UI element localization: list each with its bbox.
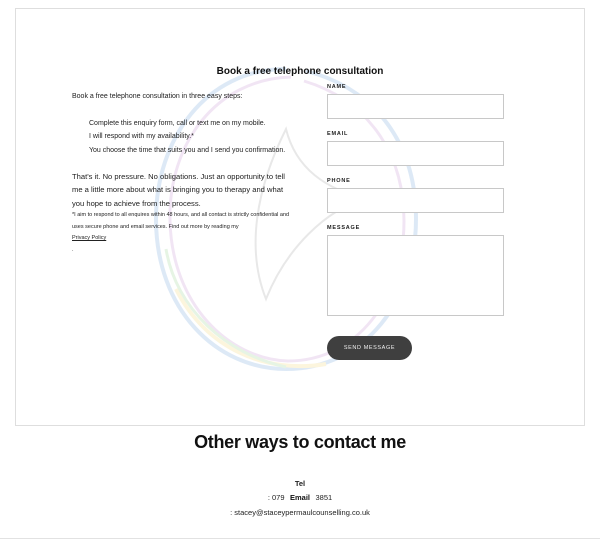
step-3: You choose the time that suits you and I send you confirmation. [89,146,286,154]
note-end: . [72,246,74,253]
phone-label: PHONE [327,178,351,184]
message-field[interactable] [327,235,504,316]
steps-list [89,117,294,158]
form-title: Book a free telephone consultation [216,66,384,77]
privacy-note [72,210,294,256]
tel-value-end[interactable]: 3851 [315,493,333,502]
contact-form [327,84,506,360]
pitch-text: That's it. No pressure. No obligations. Just an opportunity to tell me a little more about what is bringing you to therapy and what you hope to achieve from the process. [72,172,285,208]
bottom-divider [0,538,600,539]
booking-info [72,91,294,256]
email-value[interactable]: : stacey@staceypermaulcounselling.co.uk [230,508,370,517]
note-text: *I aim to respond to all enquires within 48 hours, and all contact is strictly confidential and uses secure phone and email services. Find out more by reading my [72,212,290,230]
step-1: Complete this enquiry form, call or text me on my mobile. [89,119,266,127]
send-message-button[interactable]: SEND MESSAGE [327,336,412,360]
tel-label: Tel [294,479,306,488]
phone-field[interactable] [327,188,504,213]
tel-value[interactable]: : 079 [267,493,285,502]
step-2: I will respond with my availability.* [89,133,194,140]
message-label: MESSAGE [327,225,361,231]
email-field[interactable] [327,141,504,166]
name-label: NAME [327,84,347,90]
email-contact-label: Email [290,493,311,502]
privacy-policy-link[interactable]: Privacy Policy [72,235,107,242]
other-ways-title: Other ways to contact me [194,432,406,452]
email-label: EMAIL [327,131,349,137]
intro-text: Book a free telephone consultation in three easy steps: [72,93,243,100]
name-field[interactable] [327,94,504,119]
